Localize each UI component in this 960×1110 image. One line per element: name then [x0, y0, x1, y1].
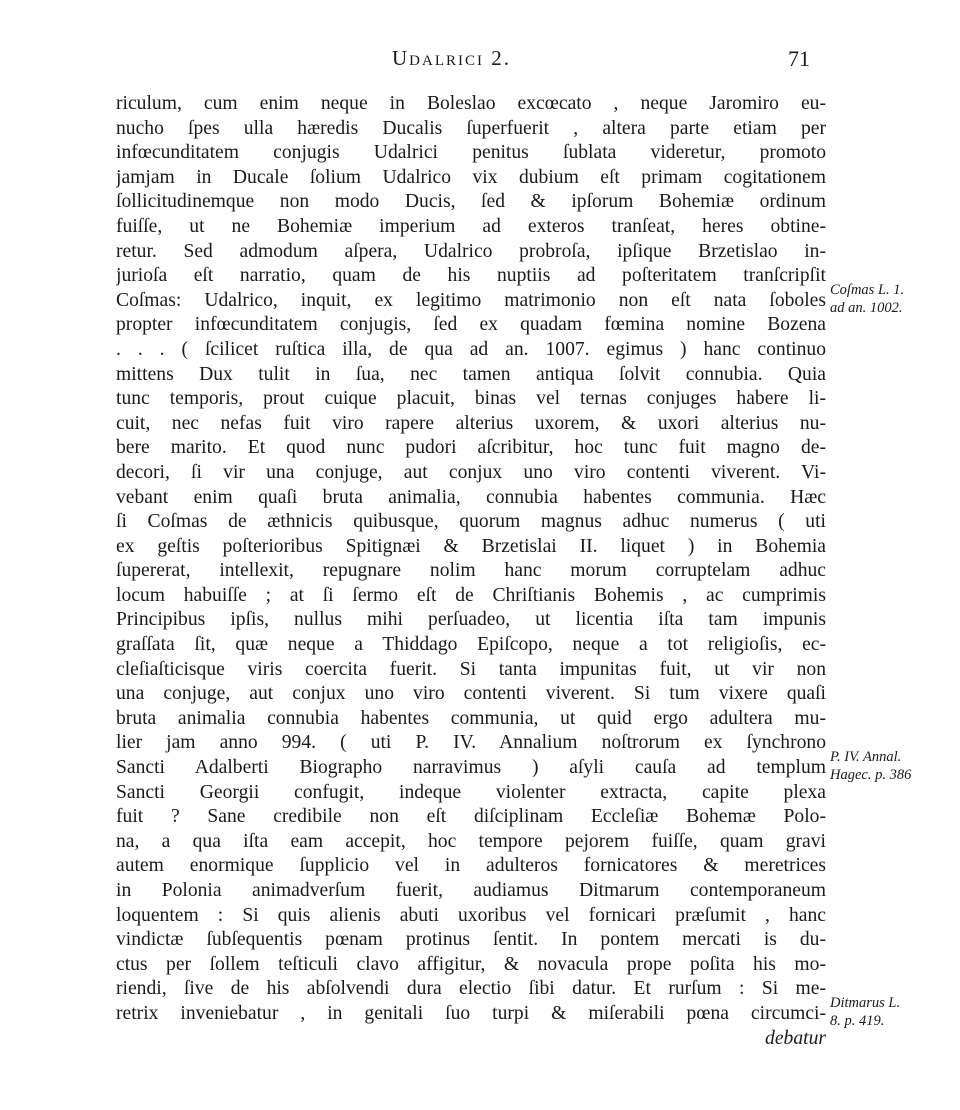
body-text — [116, 92, 826, 1051]
text-line: fuiſſe, ut ne Bohemiæ imperium ad exteros tranſeat, heres obtine- — [116, 215, 826, 237]
margin-note — [830, 748, 955, 784]
text-line: una conjuge, aut conjux uno viro contenti viverent. Si tum vixere quaſi — [116, 683, 826, 705]
text-line: vebant enim quaſi bruta animalia, connubia habentes communia. Hæc — [116, 486, 826, 508]
text-line: jamjam in Ducale ſolium Udalrico vix dubium eſt primam cogitationem — [116, 166, 826, 188]
text-line: nucho ſpes ulla hæredis Ducalis ſuperfuerit , altera parte etiam per — [116, 117, 826, 139]
text-line: retur. Sed admodum aſpera, Udalrico probroſa, ipſique Brzetislao in- — [116, 240, 826, 262]
text-line: bruta animalia connubia habentes communia, ut quid ergo adultera mu- — [116, 707, 826, 729]
text-line: fuit ? Sane credibile non eſt diſciplinam Eccleſiæ Bohemæ Polo- — [116, 806, 826, 828]
text-line: Sancti Adalberti Biographo narravimus ) aſyli cauſa ad templum — [116, 757, 826, 779]
margin-note-line: Coſmas L. 1. — [830, 281, 905, 298]
text-line: ſollicitudinemque non modo Ducis, ſed & ipſorum Bohemiæ ordinum — [116, 191, 826, 213]
text-line: bere marito. Et quod nunc pudori aſcribitur, hoc tunc fuit magno de- — [116, 437, 826, 459]
text-line: locum habuiſſe ; at ſi ſermo eſt de Chriſtianis Bohemis , ac cumprimis — [116, 584, 826, 606]
margin-note-line: Ditmarus L. — [830, 995, 901, 1012]
text-line: ſi Coſmas de æthnicis quibusque, quorum magnus adhuc numerus ( uti — [116, 511, 826, 533]
text-line: mittens Dux tulit in ſua, nec tamen antiqua ſolvit connubia. Quia — [116, 363, 826, 385]
text-line: Sancti Georgii confugit, indeque violenter extracta, capite plexa — [116, 781, 826, 803]
text-line: jurioſa eſt narratio, quam de his nuptiis ad poſteritatem tranſcripſit — [116, 265, 826, 287]
margin-note — [830, 994, 955, 1030]
text-line: cleſiaſticisque viris coercita fuerit. Si tanta impunitas fuit, ut vir non — [116, 658, 826, 680]
text-line: riculum, cum enim neque in Boleslao excœcato , neque Jaromiro eu- — [116, 93, 826, 114]
running-head — [0, 46, 960, 76]
text-line: graſſata ſit, quæ neque a Thiddago Epiſcopo, neque a tot religioſis, ec- — [116, 634, 826, 656]
text-line: debatur — [765, 1027, 826, 1049]
text-line: Coſmas: Udalrico, inquit, ex legitimo matrimonio non eſt nata ſoboles — [116, 289, 826, 311]
margin-note-line: 8. p. 419. — [830, 1013, 885, 1030]
margin-note — [830, 281, 955, 317]
text-line: . . . ( ſcilicet ruſtica illa, de qua ad an. 1007. egimus ) hanc continuo — [116, 338, 826, 360]
text-line: riendi, ſive de his abſolvendi dura electio ſibi datur. Et rurſum : Si me- — [116, 978, 826, 1000]
text-line: ſupererat, intellexit, repugnare nolim hanc morum corruptelam adhuc — [116, 560, 826, 582]
margin-note-line: P. IV. Annal. — [830, 749, 902, 766]
text-line: vindictæ ſubſequentis pœnam protinus ſentit. In pontem mercati is du- — [116, 929, 826, 951]
text-line: na, a qua iſta eam accepit, hoc tempore pejorem fuiſſe, quam gravi — [116, 830, 826, 852]
text-line: decori, ſi vir una conjuge, aut conjux uno viro contenti viverent. Vi- — [116, 461, 826, 483]
text-line: tunc temporis, prout cuique placuit, binas vel ternas conjuges habere li- — [116, 388, 826, 410]
text-line: cuit, nec nefas fuit viro rapere alterius uxorem, & uxori alterius nu- — [116, 412, 826, 434]
text-line: infœcunditatem conjugis Udalrici penitus ſublata videretur, promoto — [116, 142, 826, 164]
text-line: in Polonia animadverſum fuerit, audiamus Ditmarum contemporaneum — [116, 880, 826, 901]
text-line: propter infœcunditatem conjugis, ſed ex quadam fœmina nomine Bozena — [116, 314, 826, 336]
text-line: retrix inveniebatur , in genitali ſuo turpi & miſerabili pœna circumci- — [116, 1002, 826, 1024]
text-line: Principibus ipſis, nullus mihi perſuadeo, ut licentia iſta tam impunis — [116, 609, 826, 631]
margin-note-line: Hagec. p. 386 — [830, 767, 912, 784]
text-line: ctus per ſollem teſticuli clavo affigitur, & novacula prope poſita his mo- — [116, 953, 826, 975]
text-line: ex geſtis poſterioribus Spitignæi & Brzetislai II. liquet ) in Bohemia — [116, 535, 826, 557]
text-line: autem enormique ſupplicio vel in adulteros fornicatores & meretrices — [116, 855, 826, 877]
page-number: 71 — [788, 46, 810, 71]
margin-note-line: ad an. 1002. — [830, 299, 903, 316]
running-title: Udalrici 2. — [392, 46, 511, 70]
text-line: lier jam anno 994. ( uti P. IV. Annalium noſtrorum ex ſynchrono — [116, 732, 826, 754]
text-line: loquentem : Si quis alienis abuti uxoribus vel fornicari præſumit , hanc — [116, 904, 826, 926]
